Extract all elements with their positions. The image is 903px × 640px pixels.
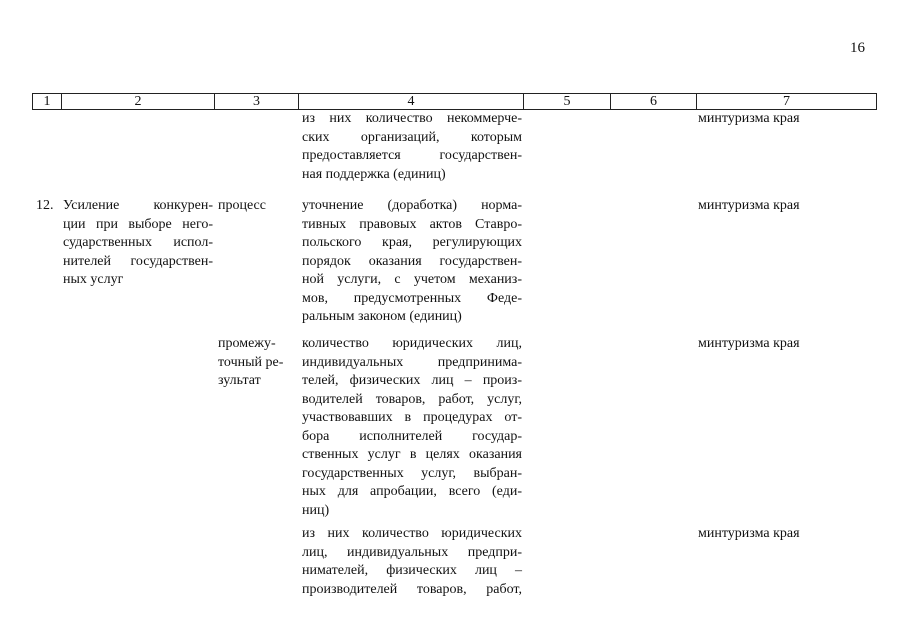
page-number: 16 xyxy=(850,40,865,56)
text-line: из них количество юридических xyxy=(302,526,522,541)
text-line: ских организаций, которым xyxy=(302,129,522,145)
text-line: ниц) xyxy=(302,502,330,518)
row-3-type xyxy=(218,335,283,391)
row-2-responsible: минтуризма края xyxy=(698,198,800,213)
text-line: польского края, регулирующих xyxy=(302,235,522,250)
row-1-responsible: минтуризма края xyxy=(698,111,800,126)
column-header-4: 4 xyxy=(299,94,524,109)
table-header-row xyxy=(32,93,877,110)
row-4-responsible: минтуризма края xyxy=(698,526,800,541)
text-line: бора исполнителей государ- xyxy=(302,428,522,444)
text-line: государственных услуг, выбран- xyxy=(302,465,522,481)
row-2-measure xyxy=(63,197,213,290)
text-line: участвовавших в процедурах от- xyxy=(302,410,522,425)
column-header-6: 6 xyxy=(611,94,697,109)
text-line: количество юридических лиц, xyxy=(302,336,522,351)
column-header-5: 5 xyxy=(524,94,611,109)
text-line: Усиление конкурен- xyxy=(63,198,213,213)
text-line: сударственных испол- xyxy=(63,235,213,250)
row-2-type xyxy=(218,197,266,216)
row-2-indicator xyxy=(302,197,522,327)
text-line: нимателей, физических лиц – xyxy=(302,563,522,578)
row-4-indicator xyxy=(302,525,522,599)
text-line: ных для апробации, всего (еди- xyxy=(302,484,522,499)
row-3-indicator xyxy=(302,335,522,520)
text-line: порядок оказания государствен- xyxy=(302,253,522,269)
text-line: производителей товаров, работ, xyxy=(302,581,522,597)
column-header-2: 2 xyxy=(62,94,215,109)
row-3-responsible: минтуризма края xyxy=(698,336,800,351)
text-line: водителей товаров, работ, услуг, xyxy=(302,391,522,407)
row-1-indicator xyxy=(302,110,522,184)
text-line: нителей государствен- xyxy=(63,253,213,269)
text-line: телей, физических лиц – произ- xyxy=(302,373,522,388)
text-line: мов, предусмотренных Феде- xyxy=(302,290,522,306)
text-line: тивных правовых актов Ставро- xyxy=(302,216,522,232)
text-line: индивидуальных предпринима- xyxy=(302,354,522,370)
text-line: ных услуг xyxy=(63,272,124,287)
text-line: предоставляется государствен- xyxy=(302,148,522,163)
text-line: процесс xyxy=(218,198,266,213)
text-line: из них количество некоммерче- xyxy=(302,111,522,126)
text-line: ции при выборе него- xyxy=(63,216,213,232)
text-line: уточнение (доработка) норма- xyxy=(302,198,522,213)
text-line: лиц, индивидуальных предпри- xyxy=(302,544,522,560)
column-header-1: 1 xyxy=(33,94,62,109)
text-line: промежу- xyxy=(218,336,276,351)
text-line: точный ре- xyxy=(218,354,284,370)
text-line: ная поддержка (единиц) xyxy=(302,166,446,182)
text-line: ральным законом (единиц) xyxy=(302,309,462,324)
text-line: зультат xyxy=(218,373,261,388)
text-line: ной услуги, с учетом механиз- xyxy=(302,272,522,287)
column-header-7: 7 xyxy=(783,94,790,109)
row-2-number: 12. xyxy=(36,198,54,213)
text-line: ственных услуг в целях оказания xyxy=(302,447,522,462)
column-header-3: 3 xyxy=(215,94,299,109)
